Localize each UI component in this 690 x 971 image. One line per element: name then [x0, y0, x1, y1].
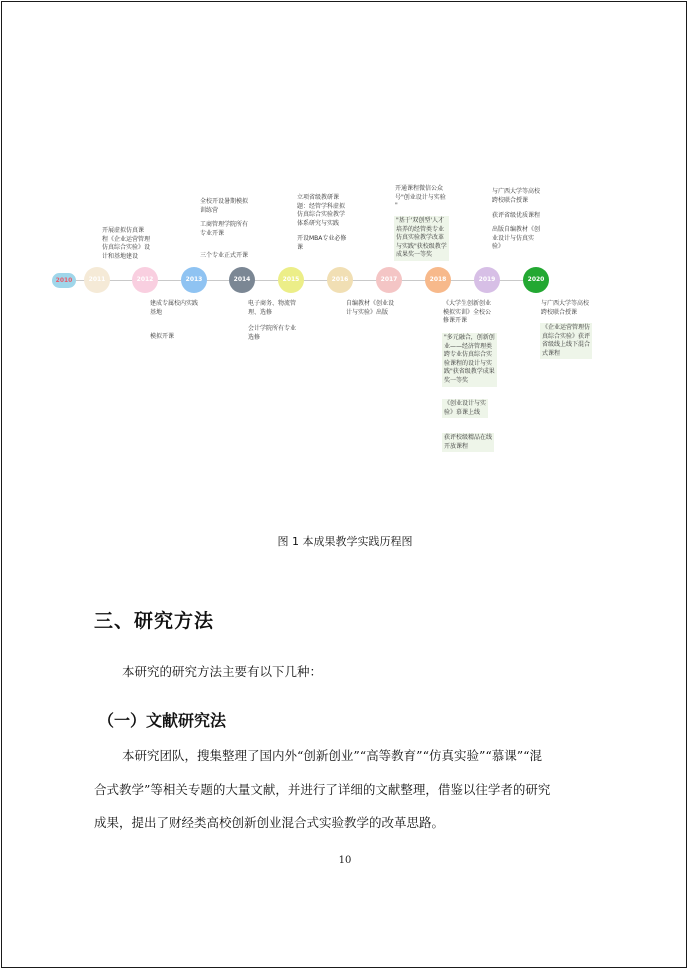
note-2013-b: 工商管理学院所有 专业开课 — [200, 221, 249, 237]
year-node-2020: 2020 — [523, 267, 549, 293]
year-node-2017: 2017 — [376, 267, 402, 293]
year-node-2013: 2013 — [181, 267, 207, 293]
subsection-title: （一）文献研究法 — [98, 711, 227, 730]
note-2011: 开展虚拟仿真课 程《企业运营管理 仿真综合实验》设 计和基地建设 — [102, 227, 151, 260]
note-2019-b: 获评省级优质课程 — [492, 212, 541, 219]
note-2017-b: "基于'双创型'人才 培养的经管类专业 仿真实验教学改革 与实践"获校级教学 成果奖一等奖 — [394, 216, 449, 261]
note-2019-a: 与广西大学等高校 跨校联合授课 — [492, 188, 541, 204]
paragraph-line-3: 成果，提出了财经类高校创新创业混合式实验教学的改革思路。 — [94, 815, 445, 830]
page-number: 10 — [338, 855, 352, 866]
year-node-2019: 2019 — [474, 267, 500, 293]
note-2014-b: 会计学院所有专业 选修 — [248, 325, 297, 341]
note-2013-a: 全校开设暑期模拟 训练营 — [200, 198, 249, 214]
year-node-2011: 2011 — [84, 267, 110, 293]
year-node-2016: 2016 — [327, 267, 353, 293]
year-node-2014: 2014 — [229, 267, 255, 293]
section-title: 三、研究方法 — [94, 610, 215, 632]
year-node-2010: 2010 — [52, 273, 76, 288]
year-node-2018: 2018 — [425, 267, 451, 293]
note-2017-a: 开通课程微信公众 号"创业设计与实验 " — [395, 185, 446, 210]
year-node-2012: 2012 — [132, 267, 158, 293]
note-2019-c: 出版自编教材《创 业设计与仿真实 验》 — [492, 226, 541, 251]
note-2018-d: 获评校级精品在线 开放课程 — [442, 433, 494, 452]
note-2020-b: 《企业运营管理仿 真综合实验》获评 省级线上线下混合 式课程 — [540, 323, 592, 359]
note-2018-c: 《创业设计与实 验》慕课上线 — [442, 399, 488, 418]
note-2016: 自编教材《创业设 计与实验》出版 — [346, 300, 395, 316]
note-2020-a: 与广西大学等高校 跨校联合授课 — [541, 300, 590, 316]
note-2012-a: 建成专属校内实践 基地 — [150, 300, 199, 316]
note-2018-a: 《大学生创新创业 模拟实训》全校公 修课开课 — [443, 300, 492, 325]
intro-text: 本研究的研究方法主要有以下几种： — [122, 664, 323, 679]
note-2015-b: 开设MBA专业必修 课 — [297, 235, 347, 251]
note-2013-c: 三个专业正式开课 — [200, 252, 249, 259]
note-2014-a: 电子商务、物流管 理、选修 — [248, 300, 297, 316]
year-node-2015: 2015 — [278, 267, 304, 293]
note-2018-b: "多元融合，创新创 业——经济管理类 跨专业仿真综合实 验课程的设计与实 践"获省级教学成果 奖一等奖 — [442, 333, 497, 387]
paragraph-line-2: 合式教学”等相关专题的大量文献，并进行了详细的文献整理，借鉴以往学者的研究 — [94, 782, 551, 797]
paragraph-line-1: 本研究团队，搜集整理了国内外“创新创业”“高等教育”“仿真实验”“慕课”“混 — [122, 748, 543, 763]
figure-caption: 图 1 本成果教学实践历程图 — [277, 535, 413, 548]
note-2012-b: 模拟开课 — [150, 333, 175, 340]
note-2015-a: 立项省级教研课 题：经管学科虚拟 仿真综合实验教学 体系研究与实践 — [297, 194, 346, 227]
